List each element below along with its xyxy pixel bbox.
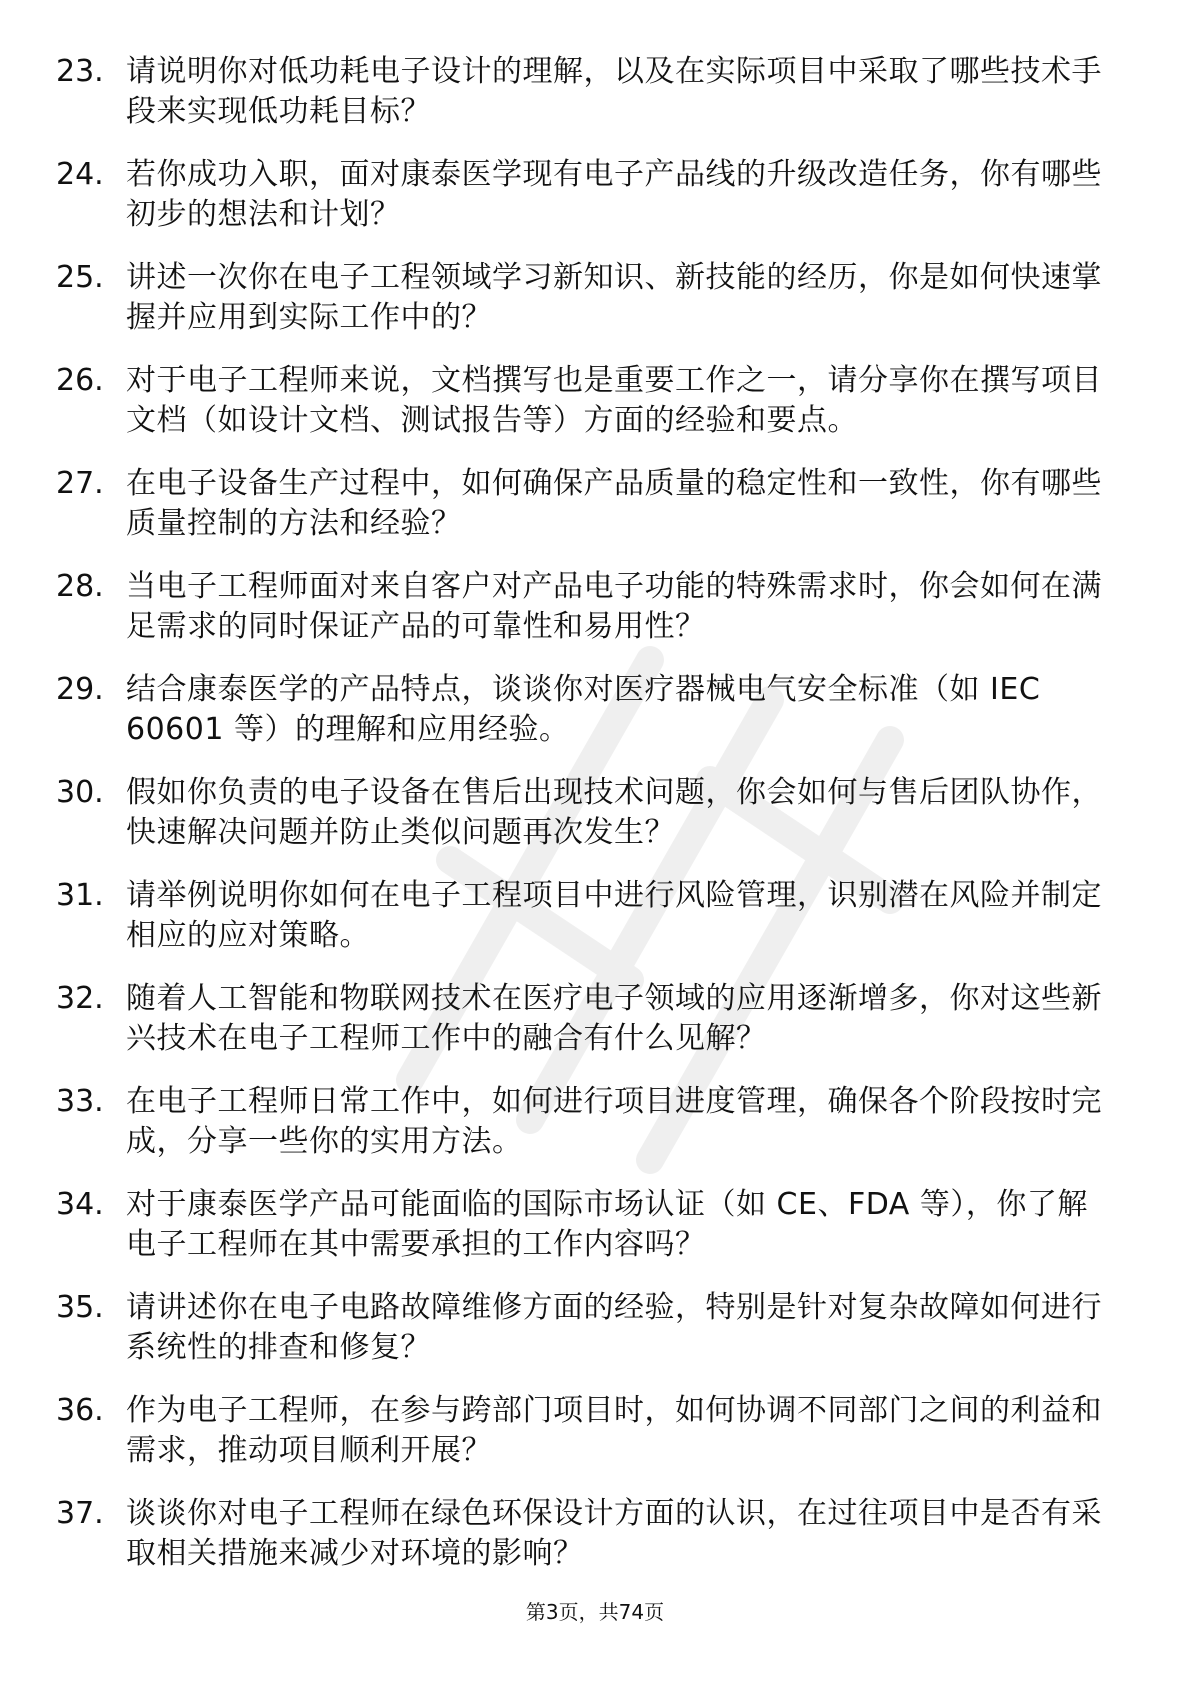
question-item [56,1288,1116,1391]
question-number: 28. [56,569,104,604]
question-item [56,1391,1116,1494]
page-number-footer: 第3页，共74页 [525,1600,665,1624]
question-number: 36. [56,1393,104,1428]
question-text: 随着人工智能和物联网技术在医疗电子领域的应用逐渐增多，你对这些新兴技术在电子工程师工作中的融合有什么见解？ [126,981,1102,1056]
question-number: 23. [56,54,104,89]
question-text: 结合康泰医学的产品特点，谈谈你对医疗器械电气安全标准（如 IEC 60601 等）的理解和应用经验。 [126,672,1041,747]
question-number: 26. [56,363,104,398]
question-number: 34. [56,1187,104,1222]
question-text: 请举例说明你如何在电子工程项目中进行风险管理，识别潜在风险并制定相应的应对策略。 [126,878,1102,953]
question-text: 当电子工程师面对来自客户对产品电子功能的特殊需求时，你会如何在满足需求的同时保证产品的可靠性和易用性？ [126,569,1102,644]
question-text: 对于电子工程师来说，文档撰写也是重要工作之一，请分享你在撰写项目文档（如设计文档、测试报告等）方面的经验和要点。 [126,363,1102,438]
question-text: 对于康泰医学产品可能面临的国际市场认证（如 CE、FDA 等），你了解电子工程师在其中需要承担的工作内容吗？ [126,1187,1088,1262]
question-item [56,361,1116,464]
question-number: 31. [56,878,104,913]
question-text: 在电子设备生产过程中，如何确保产品质量的稳定性和一致性，你有哪些质量控制的方法和经验？ [126,466,1102,541]
question-item [56,567,1116,670]
question-number: 32. [56,981,104,1016]
question-text: 在电子工程师日常工作中，如何进行项目进度管理，确保各个阶段按时完成，分享一些你的实用方法。 [126,1084,1102,1159]
question-item [56,258,1116,361]
question-item [56,773,1116,876]
question-item [56,1082,1116,1185]
question-item [56,155,1116,258]
question-number: 33. [56,1084,104,1119]
question-item [56,979,1116,1082]
question-text: 请说明你对低功耗电子设计的理解，以及在实际项目中采取了哪些技术手段来实现低功耗目标？ [126,54,1102,129]
question-item [56,876,1116,979]
question-text: 假如你负责的电子设备在售后出现技术问题，你会如何与售后团队协作，快速解决问题并防止类似问题再次发生？ [126,775,1102,850]
question-text: 谈谈你对电子工程师在绿色环保设计方面的认识，在过往项目中是否有采取相关措施来减少对环境的影响？ [126,1496,1102,1571]
question-item [56,1185,1116,1288]
question-item [56,670,1116,773]
question-item [56,52,1116,155]
question-text: 若你成功入职，面对康泰医学现有电子产品线的升级改造任务，你有哪些初步的想法和计划？ [126,157,1102,232]
question-list [56,52,1116,1597]
question-number: 37. [56,1496,104,1531]
question-number: 30. [56,775,104,810]
question-text: 作为电子工程师，在参与跨部门项目时，如何协调不同部门之间的利益和需求，推动项目顺利开展？ [126,1393,1102,1468]
question-number: 35. [56,1290,104,1325]
question-text: 讲述一次你在电子工程领域学习新知识、新技能的经历，你是如何快速掌握并应用到实际工作中的？ [126,260,1102,335]
question-number: 24. [56,157,104,192]
question-number: 25. [56,260,104,295]
question-text: 请讲述你在电子电路故障维修方面的经验，特别是针对复杂故障如何进行系统性的排查和修复？ [126,1290,1102,1365]
question-number: 27. [56,466,104,501]
question-item [56,1494,1116,1597]
question-number: 29. [56,672,104,707]
question-item [56,464,1116,567]
